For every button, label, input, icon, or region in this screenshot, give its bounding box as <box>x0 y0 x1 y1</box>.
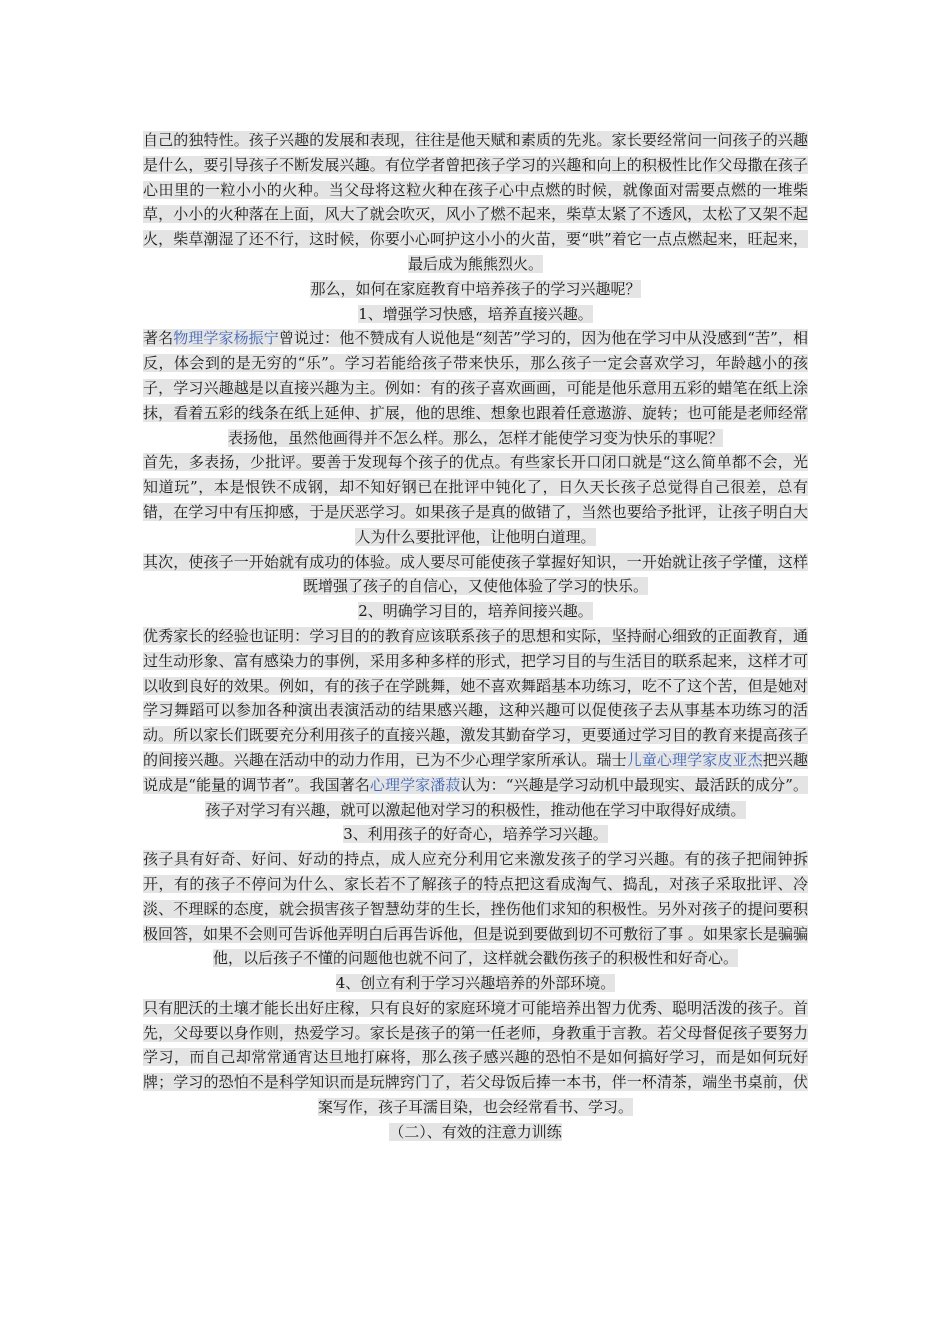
heading-3-text: 3、利用孩子的好奇心，培养学习兴趣。 <box>343 825 608 844</box>
paragraph-5 <box>143 550 808 600</box>
paragraph-3-text-b: 曾说过：他不赞成有人说他是“刻苦”学习的，因为他在学习中从没感到“苦”，相反，体会到的是无穷的“乐”。学习若能给孩子带来快乐，那么孩子一定会喜欢学习，年龄越小的孩子，学习兴趣越是以直接兴趣为主。例如：有的孩子喜欢画画，可能是他乐意用五彩的蜡笔在纸上涂抹，看着五彩的线条在纸上延伸、扩展，他的思维、想象也跟着任意遨游、旋转；也可能是老师经常表扬他，虽然他画得并不怎么样。那么，怎样才能使学习变为快乐的事呢？ <box>143 329 808 447</box>
link-yang-zhenning[interactable]: 物理学家杨振宁 <box>173 329 279 348</box>
paragraph-3-text-a: 著名 <box>143 329 174 348</box>
heading-3 <box>143 822 808 847</box>
heading-1 <box>143 302 808 327</box>
paragraph-6-text-a: 优秀家长的经验也证明：学习目的的教育应该联系孩子的思想和实际，坚持耐心细致的正面教育，通过生动形象、富有感染力的事例，采用多种多样的形式，把学习目的与生活目的联系起来，这样才可以收到良好的效果。例如，有的孩子在学跳舞，她不喜欢舞蹈基本功练习，吃不了这个苦，但是她对学习舞蹈可以参加各种演出表演活动的结果感兴趣，这种兴趣可以促使孩子去从事基本功练习的活动。所以家长们既要充分利用孩子的直接兴趣，激发其勤奋学习，更要通过学习目的教育来提高孩子的间接兴趣。兴趣在活动中的动力作用，已为不少心理学家所承认。瑞士 <box>143 626 808 769</box>
paragraph-6-text-b: 把兴趣说成是“能量的调节者”。我国著名 <box>143 750 808 794</box>
document-page <box>143 128 808 1145</box>
paragraph-6-text-c: 认为：“兴趣是学习动机中最现实、最活跃的成分”。孩子对学习有兴趣，就可以激起他对学习的积极性，推动他在学习中取得好成绩。 <box>205 775 808 819</box>
heading-5 <box>143 1120 808 1145</box>
paragraph-2 <box>143 277 808 302</box>
paragraph-8 <box>143 996 808 1120</box>
paragraph-4-text: 首先，多表扬，少批评。要善于发现每个孩子的优点。有些家长开口闭口就是“这么简单都不会，光知道玩”，本是恨铁不成钢，却不知好钢已在批评中钝化了，日久天长孩子总觉得自己很差，总有错，在学习中有压抑感，于是厌恶学习。如果孩子是真的做错了，当然也要给予批评，让孩子明白大人为什么要批评他，让他明白道理。 <box>143 453 808 546</box>
link-pan-shu[interactable]: 心理学家潘菽 <box>369 775 461 794</box>
paragraph-2-text: 那么，如何在家庭教育中培养孩子的学习兴趣呢？ <box>310 279 641 298</box>
heading-1-text: 1、增强学习快感，培养直接兴趣。 <box>358 304 593 323</box>
paragraph-4 <box>143 450 808 549</box>
paragraph-7 <box>143 847 808 971</box>
paragraph-1 <box>143 128 808 277</box>
paragraph-5-text: 其次，使孩子一开始就有成功的体验。成人要尽可能使孩子掌握好知识，一开始就让孩子学懂，这样既增强了孩子的自信心，又使他体验了学习的快乐。 <box>143 552 808 596</box>
heading-2 <box>143 599 808 624</box>
heading-4 <box>143 971 808 996</box>
paragraph-7-text: 孩子具有好奇、好问、好动的持点，成人应充分利用它来激发孩子的学习兴趣。有的孩子把闹钟拆开，有的孩子不停问为什么、家长若不了解孩子的特点把这看成淘气、捣乱，对孩子采取批评、冷淡、不理睬的态度，就会损害孩子智慧幼芽的生长，挫伤他们求知的积极性。另外对孩子的提问要积极回答，如果不会则可告诉他弄明白后再告诉他，但是说到要做到切不可敷衍了事 。如果家长是骗骗他，以后孩子不懂的问题他也就不问了，这样就会戳伤孩子的积极性和好奇心。 <box>143 850 808 968</box>
heading-2-text: 2、明确学习目的，培养间接兴趣。 <box>358 602 593 621</box>
link-piaget[interactable]: 儿童心理学家皮亚杰 <box>626 750 763 769</box>
paragraph-1-text: 自己的独特性。孩子兴趣的发展和表现，往往是他天赋和素质的先兆。家长要经常问一问孩子的兴趣是什么，要引导孩子不断发展兴趣。有位学者曾把孩子学习的兴趣和向上的积极性比作父母撒在孩子心田里的一粒小小的火种。当父母将这粒火种在孩子心中点燃的时候，就像面对需要点燃的一堆柴草，小小的火种落在上面，风大了就会吹灭，风小了燃不起来，柴草太紧了不透风，太松了又架不起火，柴草潮湿了还不行，这时候，你要小心呵护这小小的火苗，要“哄”着它一点点燃起来，旺起来，最后成为熊熊烈火。 <box>143 131 808 273</box>
paragraph-3 <box>143 326 808 450</box>
paragraph-6 <box>143 624 808 822</box>
heading-4-text: 4、创立有利于学习兴趣培养的外部环境。 <box>335 974 616 993</box>
paragraph-8-text: 只有肥沃的土壤才能长出好庄稼，只有良好的家庭环境才可能培养出智力优秀、聪明活泼的孩子。首先，父母要以身作则，热爱学习。家长是孩子的第一任老师，身教重于言教。若父母督促孩子要努力学习，而自己却常常通宵达旦地打麻将，那么孩子感兴趣的恐怕不是如何搞好学习，而是如何玩好牌；学习的恐怕不是科学知识而是玩牌窍门了，若父母饭后捧一本书，伴一杯清茶，端坐书桌前，伏案写作，孩子耳濡目染，也会经常看书、学习。 <box>143 998 808 1117</box>
heading-5-text: （二）、有效的注意力训练 <box>389 1122 562 1141</box>
